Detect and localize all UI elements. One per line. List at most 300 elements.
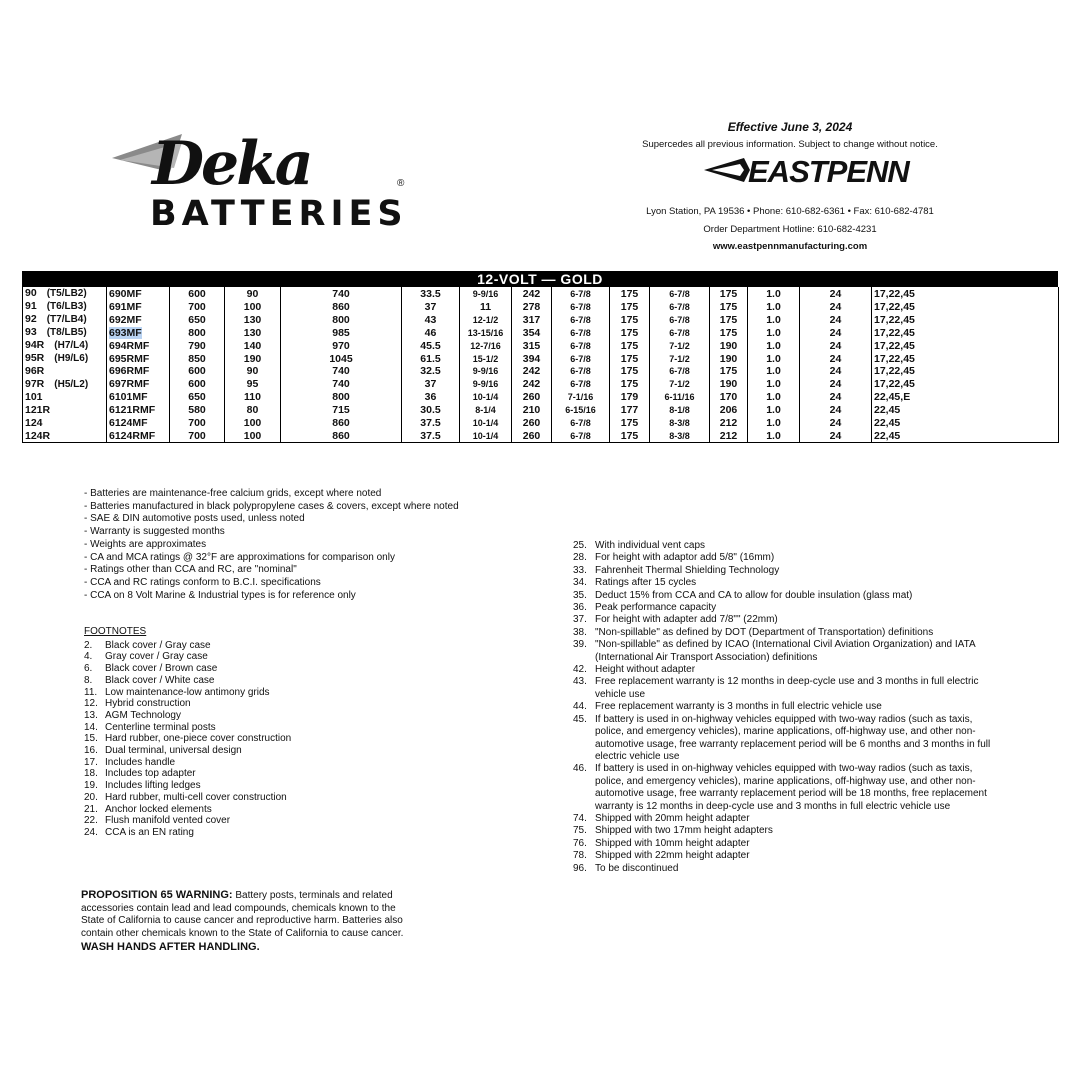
footnote-text: Black cover / Gray case [105,639,211,651]
cell-model-text: 692MF [109,313,142,326]
cell-group [23,416,107,429]
cell-notes-text: 17,22,45 [874,378,915,391]
cell-w [552,365,610,378]
footnote [573,540,1003,552]
cell-group-sub: (T6/LB3) [46,301,87,312]
footnote-text: If battery is used in on-highway vehicles equipped with two-way radios (such as taxis, police, and emergency vehicles), marine applications, off-highway use, and other non-automotive usage, free warranty replacement period will be 18 months, free replacement warranty is 12 months in deep-cycle use and 3 months in full electric vehicle use [595,763,987,812]
footnote [573,838,1003,850]
footnote-text: If battery is used in on-highway vehicles equipped with two-way radios (such as taxis, police, and emergency vehicles), marine applications, off-highway use, and other non-automotive usage, free warranty replacement period will be 6 months and 3 months in full electric vehicle use [595,713,991,762]
footnote-number: 45. [573,713,587,725]
cell-hmm [710,365,748,378]
cell-hmm-text: 175 [719,300,738,313]
cell-wmm [610,352,650,365]
footnote-text: "Non-spillable" as defined by DOT (Department of Transportation) definitions [595,626,934,638]
cell-warranty-text: 24 [829,339,842,352]
cell-ca-text: 1045 [329,352,353,365]
cell-ah [748,378,800,391]
cell-notes-text: 22,45 [874,429,901,442]
cell-cca [170,339,225,352]
cell-ah-text: 1.0 [766,300,781,313]
cell-wmm-text: 175 [620,287,639,300]
footnote-number: 42. [573,664,587,676]
cell-wmm [610,326,650,339]
cell-l [460,287,512,300]
cell-lmm [512,313,552,326]
cell-lmm-text: 242 [522,378,541,391]
cell-notes [872,416,1059,429]
cell-l-text: 10-1/4 [472,417,499,428]
cell-wt [402,391,460,404]
cell-wt-text: 32.5 [420,365,441,378]
cell-model [107,300,170,313]
cell-cca-text: 650 [188,391,206,404]
cell-warranty-text: 24 [829,313,842,326]
eastpenn-name: EASTPENN [748,154,909,189]
cell-warranty-text: 24 [829,300,842,313]
footnote-number: 20. [84,791,98,803]
cell-model-text: 6124MF [109,416,148,429]
cell-ah [748,416,800,429]
footnote-text: Free replacement warranty is 3 months in full electric vehicle use [595,701,882,713]
cell-model-text: 691MF [109,300,142,313]
footnote-text: Dual terminal, universal design [105,745,242,757]
footnote [84,698,524,710]
deka-swoosh-icon [112,128,412,194]
cell-ca [281,416,402,429]
cell-l-text: 9-9/16 [472,288,499,299]
cell-h-text: 6-7/8 [669,366,690,377]
footnote-text: Deduct 15% from CCA and CA to allow for double insulation (glass mat) [595,589,913,601]
cell-cca [170,378,225,391]
cell-rc-text: 110 [244,391,261,404]
footnote [84,722,524,734]
cell-ca-text: 740 [332,287,350,300]
cell-h-text: 7-1/2 [669,340,690,351]
footnote [84,804,524,816]
cell-rc [225,352,281,365]
cell-wt [402,429,460,442]
table-row [23,391,1059,404]
cell-cca [170,313,225,326]
footnote-text: Shipped with 20mm height adapter [595,812,750,824]
cell-cca [170,300,225,313]
footnote-text: Includes top adapter [105,768,196,780]
cell-ca [281,287,402,300]
cell-w [552,300,610,313]
cell-notes-text: 17,22,45 [874,339,915,352]
cell-rc [225,391,281,404]
footnote-text: Free replacement warranty is 12 months in deep-cycle use and 3 months in full electric vehicle use [595,676,979,700]
footnote-number: 13. [84,709,98,721]
registered-mark: ® [397,178,405,189]
cell-rc [225,300,281,313]
cell-ca-text: 800 [332,313,350,326]
cell-ca-text: 860 [332,429,350,442]
general-note: - SAE & DIN automotive posts used, unless noted [84,513,305,525]
cell-w-text: 7-1/16 [567,392,594,403]
cell-warranty [800,300,872,313]
cell-lmm [512,326,552,339]
footnote [84,733,524,745]
cell-rc-text: 90 [246,365,259,378]
cell-ca [281,313,402,326]
cell-lmm-text: 260 [522,429,541,442]
cell-l-text: 15-1/2 [472,353,499,364]
cell-ca-text: 860 [332,416,350,429]
cell-ah [748,404,800,417]
cell-notes-text: 17,22,45 [874,365,915,378]
cell-hmm [710,378,748,391]
cell-notes-text: 22,45,E [874,391,911,404]
cell-group [23,339,107,352]
cell-rc [225,429,281,442]
cell-wmm [610,339,650,352]
footnote [84,827,524,839]
cell-ca-text: 715 [332,403,350,416]
cell-group-text: 121R [25,403,51,416]
footnote-text: For height with adaptor add 5/8" (16mm) [595,552,775,564]
cell-ca [281,365,402,378]
cell-wt [402,339,460,352]
cell-w-text: 6-7/8 [570,379,591,390]
cell-wmm-text: 175 [620,339,639,352]
cell-wmm [610,429,650,442]
footnote-text: Centerline terminal posts [105,721,216,733]
cell-l-text: 13-15/16 [467,327,504,338]
general-note: - CCA and RC ratings conform to B.C.I. specifications [84,576,321,588]
cell-h-text: 6-7/8 [669,314,690,325]
footnote-number: 28. [573,552,587,564]
cell-wt [402,416,460,429]
cell-h-text: 6-11/16 [664,392,695,403]
cell-wmm [610,287,650,300]
footnote-text: Hard rubber, multi-cell cover construction [105,791,287,803]
cell-ca-text: 740 [332,378,350,391]
cell-rc [225,404,281,417]
cell-lmm-text: 242 [522,287,541,300]
cell-h-text: 8-3/8 [669,430,690,441]
cell-group-text: 94R [25,339,45,351]
cell-lmm-text: 242 [522,365,541,378]
cell-warranty [800,416,872,429]
battery-table [22,271,1058,443]
cell-l-text: 11 [479,300,492,313]
cell-w-text: 6-15/16 [565,404,596,415]
cell-ah-text: 1.0 [766,313,781,326]
cell-group-text: 91 [25,300,37,312]
footnote-text: Fahrenheit Thermal Shielding Technology [595,564,780,576]
cell-ah-text: 1.0 [766,365,781,378]
cell-notes-text: 17,22,45 [874,287,915,300]
cell-cca-text: 600 [188,287,206,300]
table-row [23,287,1059,300]
footnote [573,701,1003,713]
cell-ah-text: 1.0 [766,287,781,300]
cell-model [107,429,170,442]
footnote [573,590,1003,602]
cell-ca [281,429,402,442]
footnote-number: 37. [573,614,587,626]
footnotes-left [84,626,524,839]
cell-ah [748,287,800,300]
cell-group [23,404,107,417]
cell-warranty [800,365,872,378]
footnote [84,780,524,792]
footnote-text: "Non-spillable" as defined by ICAO (International Civil Aviation Organization) and IATA (International Air Transport Association) definitions [595,639,976,663]
cell-ca [281,378,402,391]
cell-ca [281,300,402,313]
cell-warranty-text: 24 [829,378,842,391]
cell-hmm-text: 212 [719,416,738,429]
cell-rc-text: 130 [243,313,262,326]
cell-notes [872,313,1059,326]
cell-wmm [610,391,650,404]
cell-group-text: 90 [25,287,37,299]
cell-group-text: 92 [25,313,37,325]
cell-hmm-text: 212 [719,429,738,442]
cell-ah [748,339,800,352]
cell-l-text: 10-1/4 [472,392,499,403]
footnote [573,825,1003,837]
footnote [573,552,1003,564]
cell-h [650,313,710,326]
footnote-number: 44. [573,701,587,713]
cell-rc [225,378,281,391]
cell-model [107,391,170,404]
footnote-number: 2. [84,639,93,651]
cell-notes-text: 17,22,45 [874,313,915,326]
cell-model-text: 690MF [109,287,142,300]
cell-notes-text: 22,45 [874,416,901,429]
cell-group-sub: (T8/LB5) [46,327,87,338]
cell-warranty [800,287,872,300]
cell-lmm-text: 278 [522,300,541,313]
cell-hmm-text: 175 [719,326,738,339]
cell-cca-text: 580 [188,403,206,416]
footnote [84,745,524,757]
cell-ca [281,326,402,339]
cell-ah-text: 1.0 [766,429,781,442]
cell-group [23,326,107,339]
cell-rc-text: 100 [243,416,262,429]
footnote [84,815,524,827]
cell-w [552,287,610,300]
cell-h-text: 7-1/2 [669,379,690,390]
cell-notes [872,287,1059,300]
cell-cca-text: 600 [188,378,206,391]
cell-l [460,391,512,404]
cell-model-text: 697RMF [109,378,150,391]
table-row [23,339,1059,352]
cell-h [650,416,710,429]
cell-w-text: 6-7/8 [570,430,591,441]
footnote-text: Black cover / Brown case [105,663,218,675]
cell-hmm [710,416,748,429]
cell-group-sub: (H9/L6) [54,353,89,364]
cell-cca [170,287,225,300]
footnotes-title: FOOTNOTES [84,626,147,637]
cell-notes [872,300,1059,313]
svg-text:Deka: Deka [152,129,311,194]
cell-w [552,352,610,365]
cell-notes [872,365,1059,378]
general-note: - CA and MCA ratings @ 32°F are approximations for comparison only [84,551,395,563]
footnote [573,863,1003,875]
effective-date: Effective June 3, 2024 [727,120,853,134]
cell-hmm-text: 190 [719,352,738,365]
cell-rc [225,326,281,339]
cell-l [460,339,512,352]
cell-group-sub: (T5/LB2) [46,288,87,299]
cell-cca-text: 850 [188,352,206,365]
cell-group [23,287,107,300]
cell-warranty [800,378,872,391]
cell-h [650,365,710,378]
cell-w-text: 6-7/8 [570,353,591,364]
prop65-warning [81,889,411,954]
cell-notes [872,378,1059,391]
cell-wt-text: 45.5 [420,339,441,352]
cell-w [552,378,610,391]
cell-model [107,287,170,300]
cell-notes-text: 22,45 [874,403,901,416]
cell-wmm [610,313,650,326]
general-note: - Ratings other than CCA and RC, are "nominal" [84,564,297,576]
cell-h-text: 6-7/8 [669,327,690,338]
cell-warranty-text: 24 [829,416,842,429]
table-row [23,404,1059,417]
cell-ca-text: 970 [332,339,350,352]
footnote-number: 24. [84,826,98,838]
company-website[interactable]: www.eastpennmanufacturing.com [712,241,868,252]
cell-rc-text: 190 [243,352,262,365]
cell-hmm [710,404,748,417]
footnote-text: Shipped with 10mm height adapter [595,837,750,849]
cell-l-text: 8-1/4 [475,404,496,415]
cell-warranty [800,352,872,365]
cell-lmm [512,287,552,300]
cell-rc [225,313,281,326]
cell-h-text: 7-1/2 [669,353,690,364]
cell-wmm-text: 175 [620,326,639,339]
cell-rc-text: 95 [246,378,259,391]
cell-l [460,365,512,378]
general-notes [84,488,554,602]
cell-notes [872,352,1059,365]
cell-wmm-text: 175 [620,378,639,391]
footnote [573,627,1003,639]
footnote-number: 8. [84,674,93,686]
cell-ah [748,429,800,442]
cell-h [650,339,710,352]
cell-group [23,365,107,378]
cell-model [107,378,170,391]
cell-cca [170,352,225,365]
cell-group-text: 93 [25,326,37,338]
deka-logo [112,128,412,238]
footnote-number: 36. [573,602,587,614]
cell-l [460,300,512,313]
eastpenn-logo [600,152,980,192]
cell-wt-text: 46 [424,326,437,339]
footnote-number: 4. [84,651,93,663]
cell-model-text: 6101MF [109,391,148,404]
company-address: Lyon Station, PA 19536 • Phone: 610-682-6361 • Fax: 610-682-4781 [646,206,934,217]
cell-group [23,429,107,442]
cell-lmm [512,339,552,352]
footnote [84,651,524,663]
cell-l [460,404,512,417]
general-note: - Batteries manufactured in black polypropylene cases & covers, except where noted [84,500,459,512]
footnote [573,714,1003,764]
cell-h [650,326,710,339]
cell-cca-text: 700 [188,429,206,442]
cell-group-sub: (H5/L2) [54,378,89,390]
footnote-number: 46. [573,763,587,775]
footnote-text: Flush manifold vented cover [105,815,231,827]
cell-ah-text: 1.0 [766,403,781,416]
cell-lmm-text: 210 [522,403,541,416]
footnote-number: 39. [573,639,587,651]
cell-w-text: 6-7/8 [570,417,591,428]
cell-warranty-text: 24 [829,365,842,378]
cell-group [23,352,107,365]
cell-warranty-text: 24 [829,429,842,442]
cell-l-text: 12-7/16 [470,340,501,351]
cell-model-text: 693MF [109,326,142,339]
cell-warranty-text: 24 [829,287,842,300]
cell-ca [281,391,402,404]
footnote-text: For height with adapter add 7/8"" (22mm) [595,614,778,626]
footnote-text: Height without adapter [595,664,696,676]
cell-h [650,287,710,300]
cell-warranty [800,313,872,326]
cell-wt-text: 37.5 [420,429,441,442]
footnote [84,663,524,675]
cell-ah [748,352,800,365]
cell-cca [170,326,225,339]
cell-ca-text: 860 [332,300,350,313]
cell-wt [402,300,460,313]
cell-model [107,365,170,378]
cell-hmm [710,326,748,339]
cell-cca [170,391,225,404]
footnote [84,792,524,804]
footnote-number: 12. [84,698,98,710]
cell-group [23,391,107,404]
footnote-number: 76. [573,837,587,849]
cell-cca-text: 650 [188,313,206,326]
footnote-number: 22. [84,815,98,827]
cell-ca [281,339,402,352]
cell-notes [872,326,1059,339]
cell-l-text: 9-9/16 [472,366,499,377]
cell-cca [170,404,225,417]
cell-cca-text: 800 [188,326,206,339]
footnote [573,664,1003,676]
cell-h [650,352,710,365]
cell-group-text: 124R [25,429,51,442]
cell-h [650,391,710,404]
cell-notes [872,391,1059,404]
cell-wt-text: 43 [424,313,437,326]
cell-h [650,378,710,391]
table-row [23,365,1059,378]
cell-wmm-text: 177 [620,403,639,416]
cell-wmm-text: 175 [620,365,639,378]
cell-h [650,300,710,313]
cell-group-text: 101 [25,391,43,404]
